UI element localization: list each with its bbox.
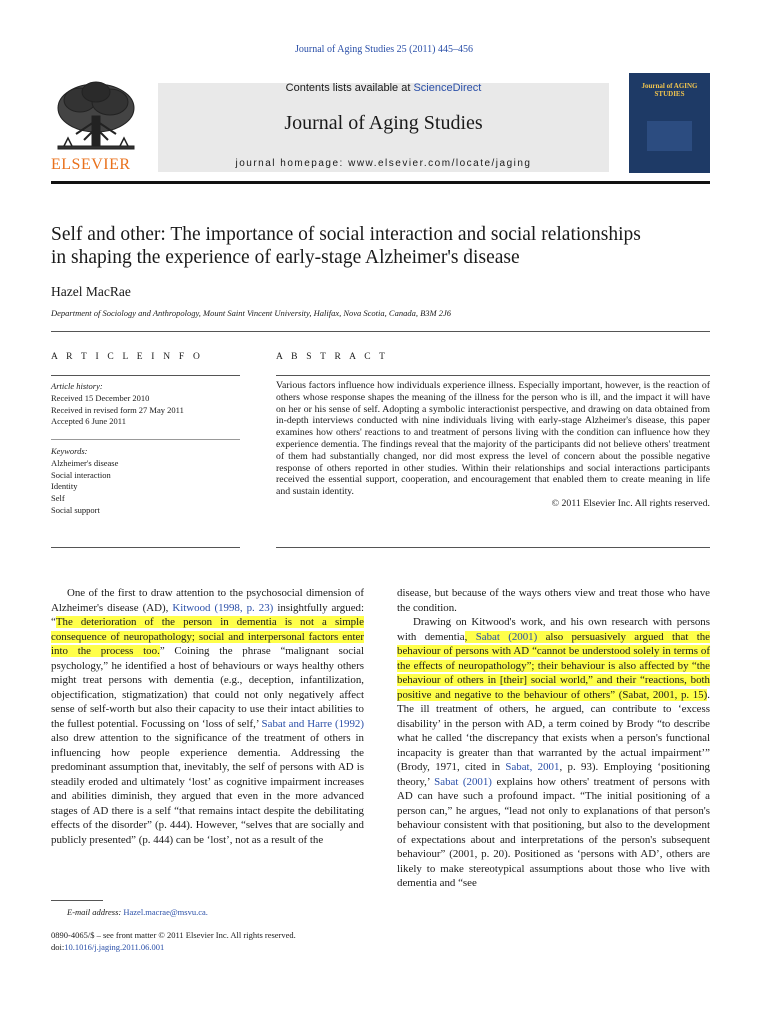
revised-date: Received in revised form 27 May 2011 [51,404,184,415]
abstract-text [276,380,710,510]
keyword-item: Identity [51,481,78,492]
body-column-right [397,586,710,891]
article-title-line-1: Self and other: The importance of social interaction and social relationships [51,224,641,245]
received-date: Received 15 December 2010 [51,392,150,403]
text-run: One of the first to draw attention to the psychosocial dimension of Alzheimer's disease (AD), [51,587,364,614]
citation-link-sabat-2001-b[interactable]: Sabat, 2001 [505,761,560,773]
doi-line [51,942,296,954]
text-run: insightfully argued: “ [51,601,365,628]
abstract-bottom-rule [276,547,710,548]
abstract-heading: A B S T R A C T [276,352,389,362]
elsevier-wordmark: ELSEVIER [51,156,131,173]
article-info-heading: A R T I C L E I N F O [51,352,204,362]
abstract-copyright: © 2011 Elsevier Inc. All rights reserved. [551,497,710,509]
sciencedirect-link[interactable]: ScienceDirect [413,82,482,94]
accepted-date: Accepted 6 June 2011 [51,416,126,427]
email-label: E-mail address: [67,907,124,917]
citation-link-sabat-2001-c[interactable]: Sabat (2001) [434,775,492,788]
cover-panel [647,121,692,151]
front-matter [51,930,296,953]
history-divider [51,439,240,440]
body-column-left [51,586,364,847]
journal-homepage-link[interactable]: journal homepage: www.elsevier.com/locate/jaging [235,158,532,169]
citation-link-sabat-2001[interactable]: Sabat (2001) [475,630,538,643]
paragraph [397,586,710,615]
highlighted-quote: The deterioration of the person in dementia is not a simple consequence of neuropathology; social and interpersonal factors enter into the process too. [51,616,364,657]
text-run: disease, but because of the ways others view and treat those who have the condition. [397,587,710,614]
doi-link[interactable]: 10.1016/j.jaging.2011.06.001 [64,941,165,952]
title-divider [51,331,710,332]
citation-link-sabat-harre[interactable]: Sabat and Harre (1992) [261,717,364,730]
author-affiliation: Department of Sociology and Anthropology, Mount Saint Vincent University, Halifax, Nova Scotia, Canada, B3M 2J6 [51,308,451,318]
text-run: Drawing on Kitwood's work, and his own research with persons with dementia [397,616,710,643]
issn-line: 0890-4065/$ – see front matter © 2011 Elsevier Inc. All rights reserved. [51,930,296,940]
article-history [51,381,240,428]
text-run: also drew attention to the significance of the treatment of others in influencing how people experience dementia. Addressing the predominant assumption that, inevitably, the self of persons with AD is steadily eroded and ultimately ‘lost’ as cognitive impairment increases and abilities diminish, they argued that even in the more advanced stages of AD there is a self “that remains intact despite the debilitating effects of the disorder” (p. 444). However, “selves that are socially and publicly presented” (p. 444) can be ‘lost’, not as a result of the [51,732,364,846]
journal-citation-link[interactable]: Journal of Aging Studies 25 (2011) 445–456 [295,44,473,55]
text-run: ” Coining the phrase “malignant social psychology,” he identified a host of behaviours or ways healthy others might treat persons with dementia (e.g., deception, infantilization, objectification, stigmatization) that could not only negatively affect sense of self-worth but also their capacity to use their intact abilities to the fullest potential. Focussing on ‘loss of self,’ [51,645,365,730]
keywords-label: Keywords: [51,446,88,456]
text-run: . The ill treatment of others, he argued, can contribute to ‘excess disability’ in the person with AD, a term coined by Brody “to describe what he called ‘the discrepancy that exists when a person's functional incapacity is greater than that warranted by the actual impairment’” (Brody, 1971, cited in [397,688,710,773]
footnote-rule [51,900,103,901]
citation-link-kitwood[interactable]: Kitwood (1998, p. 23) [172,601,274,614]
cover-title: Journal of AGING STUDIES [641,82,698,98]
keywords-block [51,446,240,517]
paragraph [397,615,710,891]
keyword-item: Social interaction [51,469,111,480]
article-title-line-2: in shaping the experience of early-stage Alzheimer's disease [51,247,520,268]
article-info-bottom-rule [51,547,240,548]
text-run: , [464,630,476,643]
text-run: explains how others' treatment of persons with AD can have such a profound impact. “The initial positioning of a person can,” he argues, “lead not only to explanations of that person's behaviour consistent with that positioning, but also to the development of expectations about and interpretations of the person's subsequent behaviour” (2001, p. 20). Positioned as ‘persons with AD’, others are likely to make stereotypical assumptions about those who live with dementia and “see [397,775,710,889]
contents-prefix: Contents lists available at [285,82,414,94]
keyword-item: Alzheimer's disease [51,457,119,468]
text-run: also persuasively argued that the behaviour of persons with AD “cannot be understood solely in terms of the effects of neuropathology”; their behaviour is also affected by “the behaviour of others in [their] social world,” and their “reactions, both positive and negative to the behaviour of others” (Sabat, 2001, p. 15) [397,630,711,701]
text-run: , p. 93). Employing ‘positioning theory,’ [397,761,710,788]
paragraph [51,586,364,847]
keyword-item: Social support [51,504,100,515]
contents-line [158,82,609,94]
doi-label: doi: [51,941,65,952]
history-label: Article history: [51,381,103,391]
footnote [51,907,208,917]
abstract-divider [276,375,710,376]
keyword-item: Self [51,493,65,504]
abstract-body: Various factors influence how individuals experience illness. Especially important, however, is the reaction of others whose response shapes the meaning of the illness for the person who is ill, and the impact it will have on her or his sense of self. Adopting a symbolic interactionist perspective, and drawing on data obtained from in-depth interviews conducted with nine individuals living with early-stage Alzheimer's disease, this paper examines how others' reactions to and treatment of persons living with the condition can influence how they experience dementia. The findings reveal that the majority of the participants did not believe others' treatment of them had substantially changed, nor did most express the level of concern about the possible negative response of others reported in other studies. Within their relationships and social interactions participants received the essential support, cooperation, and encouragement that enabled them to create meaning in life and sustain identity. [276,380,710,498]
journal-title: Journal of Aging Studies [284,112,483,134]
header-divider [51,181,710,184]
author-email-link[interactable]: Hazel.macrae@msvu.ca. [123,907,208,917]
article-info-divider [51,375,240,376]
article-title [51,223,721,269]
author-name: Hazel MacRae [51,284,131,299]
